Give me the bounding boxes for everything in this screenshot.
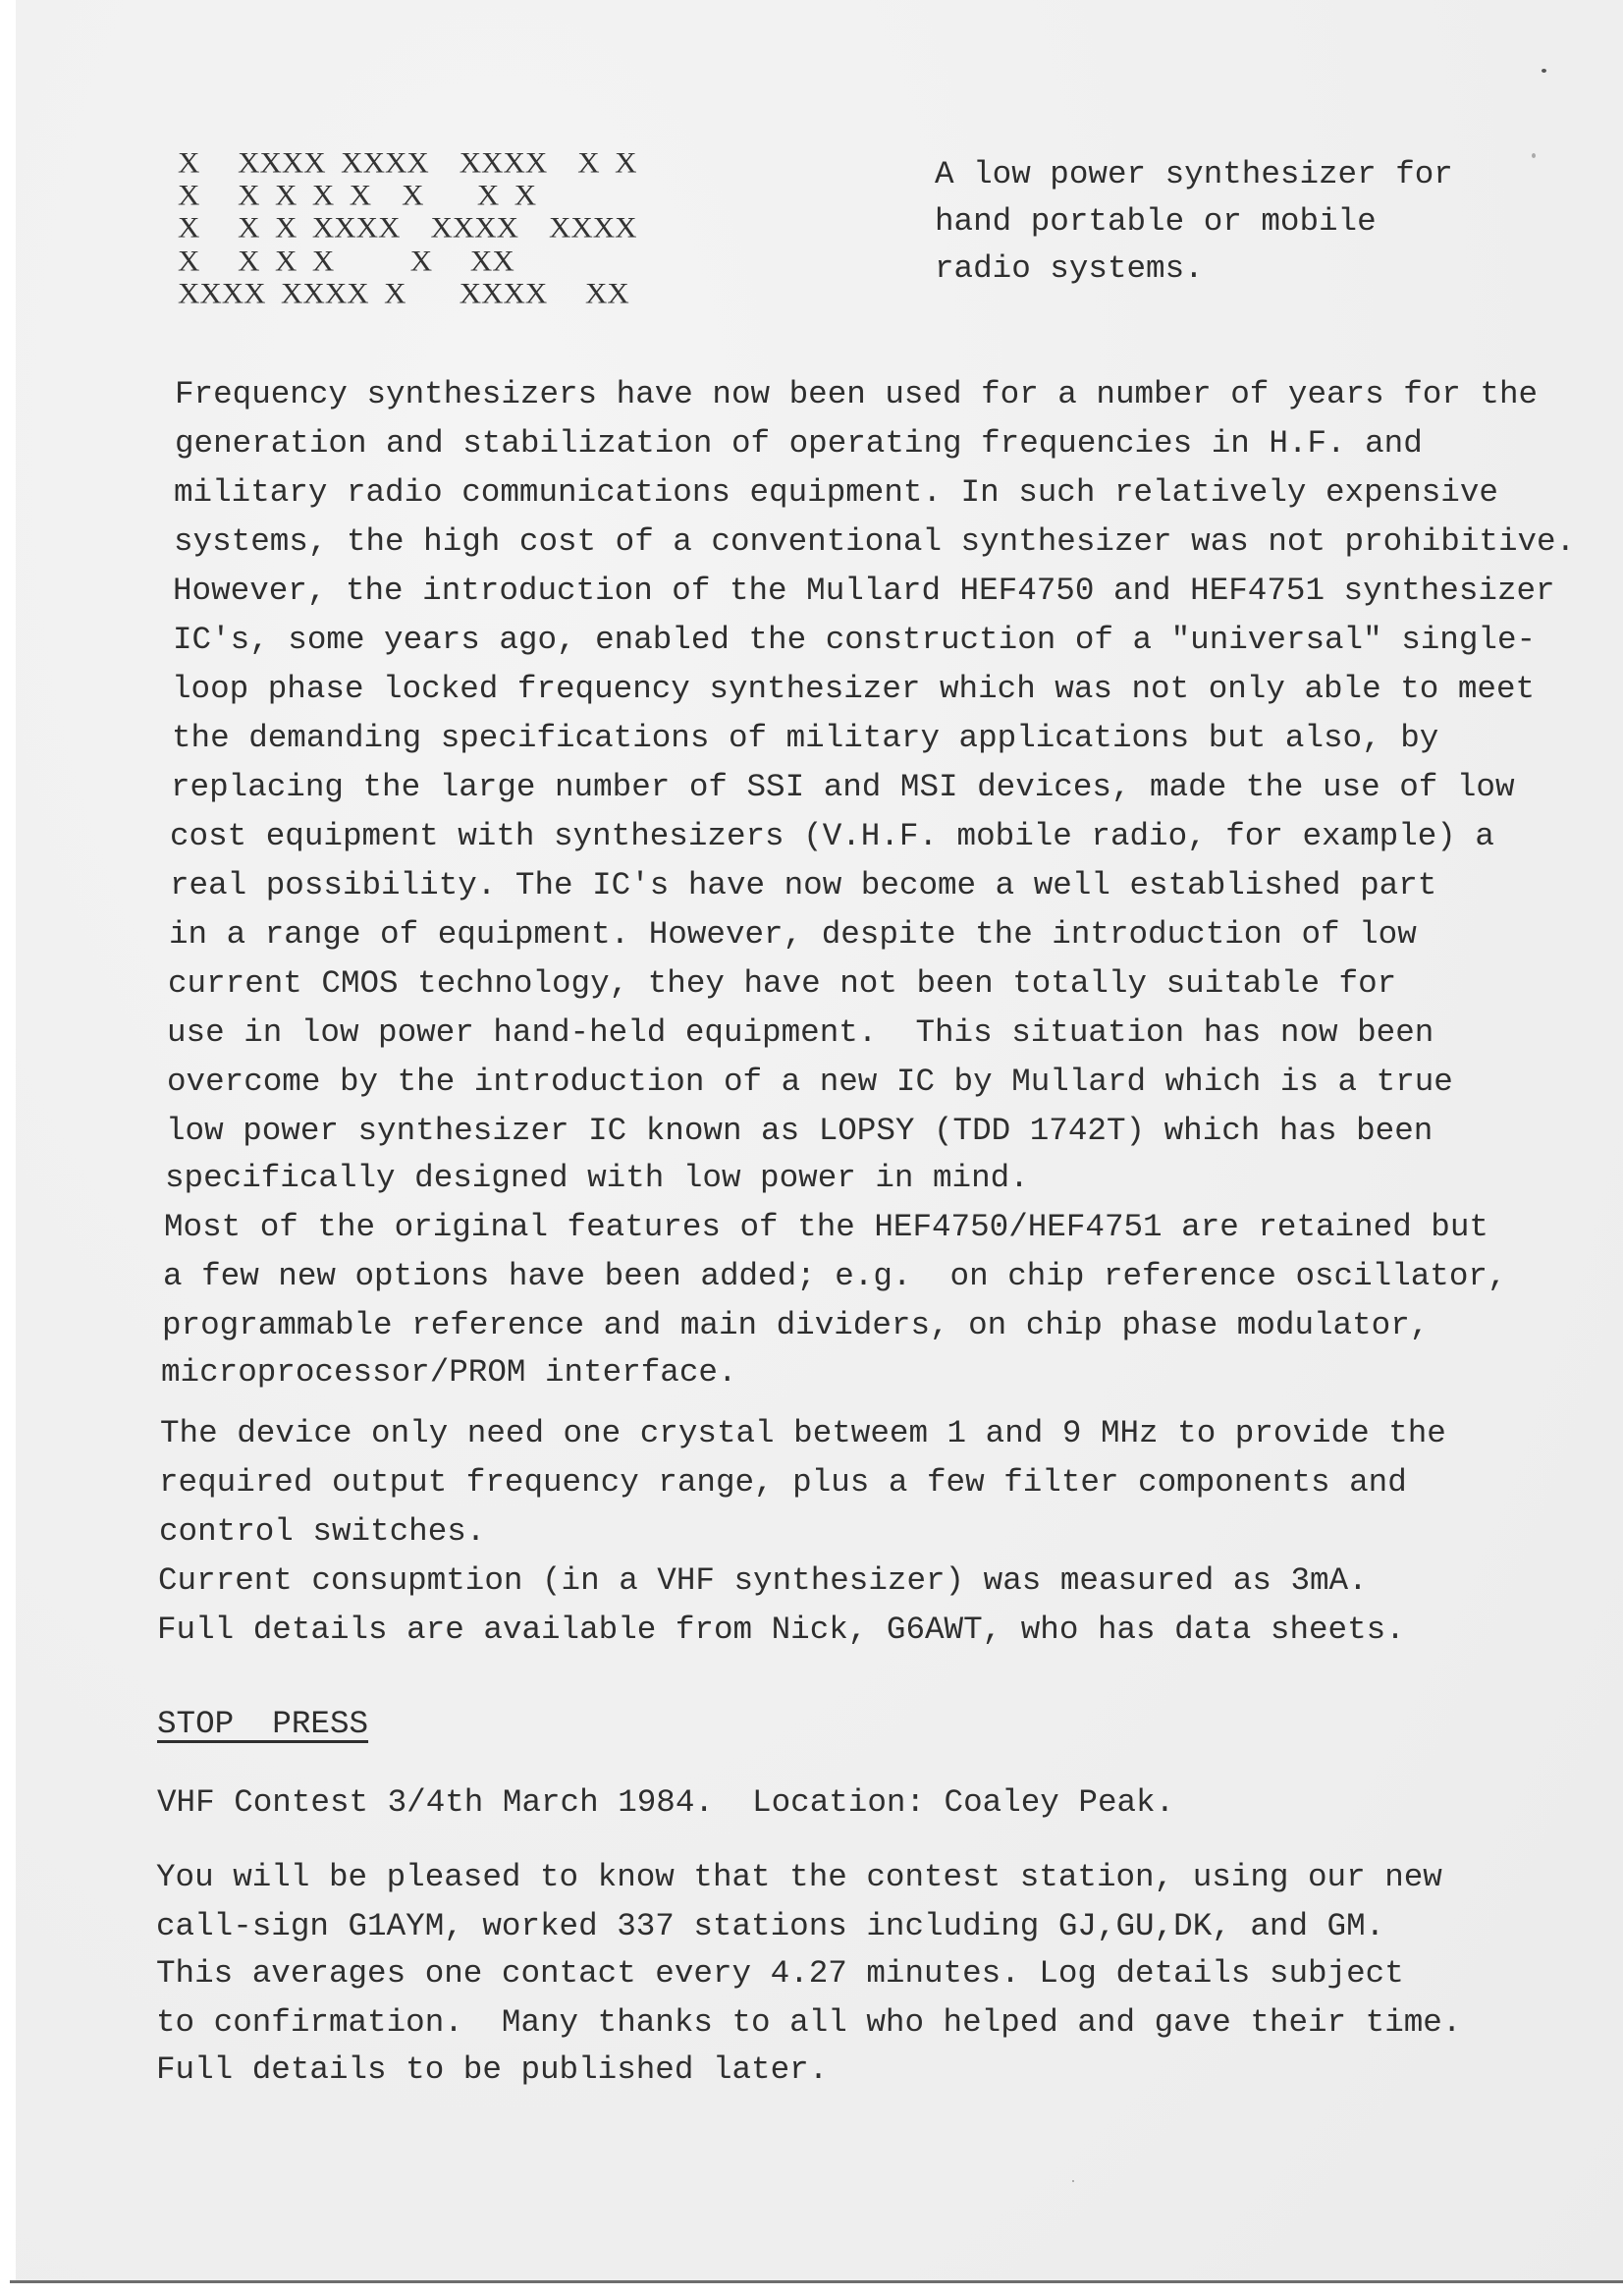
scan-speck	[1532, 153, 1536, 158]
text-line: loop phase locked frequency synthesizer which was not only able to meet	[172, 671, 1536, 707]
text-line: This averages one contact every 4.27 minutes. Log details subject	[156, 1955, 1404, 1992]
text-line: current CMOS technology, they have not been totally suitable for	[168, 965, 1397, 1002]
text-line: You will be pleased to know that the contest station, using our new	[156, 1859, 1442, 1895]
text-line: Most of the original features of the HEF4750/HEF4751 are retained but	[164, 1209, 1488, 1245]
text-line: the demanding specifications of military applications but also, by	[172, 720, 1439, 756]
tagline-line: hand portable or mobile	[935, 203, 1377, 240]
text-line: IC's, some years ago, enabled the construction of a "universal" single-	[173, 622, 1537, 658]
text-line: low power synthesizer IC known as LOPSY (TDD 1742T) which has been	[166, 1113, 1434, 1149]
text-line: Current consupmtion (in a VHF synthesizer) was measured as 3mA.	[158, 1562, 1368, 1599]
text-line: programmable reference and main dividers, on chip phase modulator,	[162, 1307, 1430, 1343]
text-line: real possibility. The IC's have now become a well established part	[170, 867, 1437, 903]
text-line: systems, the high cost of a conventional synthesizer was not prohibitive.	[174, 523, 1576, 560]
text-line: generation and stabilization of operating frequencies in H.F. and	[175, 425, 1423, 462]
text-line: cost equipment with synthesizers (V.H.F. mobile radio, for example) a	[170, 818, 1494, 854]
text-line: in a range of equipment. However, despite the introduction of low	[169, 916, 1417, 953]
scan-margin	[0, 2283, 1623, 2296]
tagline-line: radio systems.	[935, 250, 1204, 287]
logo-row: X X X XXXX XXXX XXXX	[178, 210, 637, 245]
tagline-line: A low power synthesizer for	[935, 156, 1453, 192]
text-line: specifically designed with low power in mind.	[165, 1160, 1029, 1196]
logo-row: X XXXX XXXX XXXX X X	[178, 145, 637, 180]
scan-speck	[1072, 2180, 1074, 2182]
text-line: military radio communications equipment. In such relatively expensive	[174, 474, 1498, 511]
text-line: Full details to be published later.	[156, 2051, 829, 2088]
text-line: a few new options have been added; e.g. on chip reference oscillator,	[163, 1258, 1507, 1294]
text-line: replacing the large number of SSI and MSI devices, made the use of low	[171, 769, 1515, 805]
text-line: required output frequency range, plus a few filter components and	[159, 1464, 1407, 1501]
text-line: use in low power hand-held equipment. This situation has now been	[167, 1014, 1434, 1051]
stop-press-heading: STOP PRESS	[157, 1706, 369, 1742]
text-line: to confirmation. Many thanks to all who helped and gave their time.	[156, 2004, 1462, 2041]
scan-speck	[1542, 69, 1546, 73]
text-line: microprocessor/PROM interface.	[161, 1354, 737, 1391]
text-line: Frequency synthesizers have now been used for a number of years for the	[175, 376, 1539, 412]
logo-row: X X X X X XX	[178, 244, 514, 278]
text-line: call-sign G1AYM, worked 337 stations including GJ,GU,DK, and GM.	[156, 1908, 1385, 1944]
contest-line: VHF Contest 3/4th March 1984. Location: Coaley Peak.	[157, 1784, 1175, 1821]
text-line: The device only need one crystal betweem 1 and 9 MHz to provide the	[160, 1415, 1446, 1451]
text-line: However, the introduction of the Mullard HEF4750 and HEF4751 synthesizer	[173, 573, 1555, 609]
text-line: control switches.	[159, 1513, 486, 1550]
text-line: Full details are available from Nick, G6AWT, who has data sheets.	[157, 1612, 1405, 1648]
logo-row: XXXX XXXX X XXXX XX	[178, 276, 629, 310]
logo-row: X X X X X X X X	[178, 178, 537, 212]
text-line: overcome by the introduction of a new IC by Mullard which is a true	[167, 1064, 1453, 1100]
